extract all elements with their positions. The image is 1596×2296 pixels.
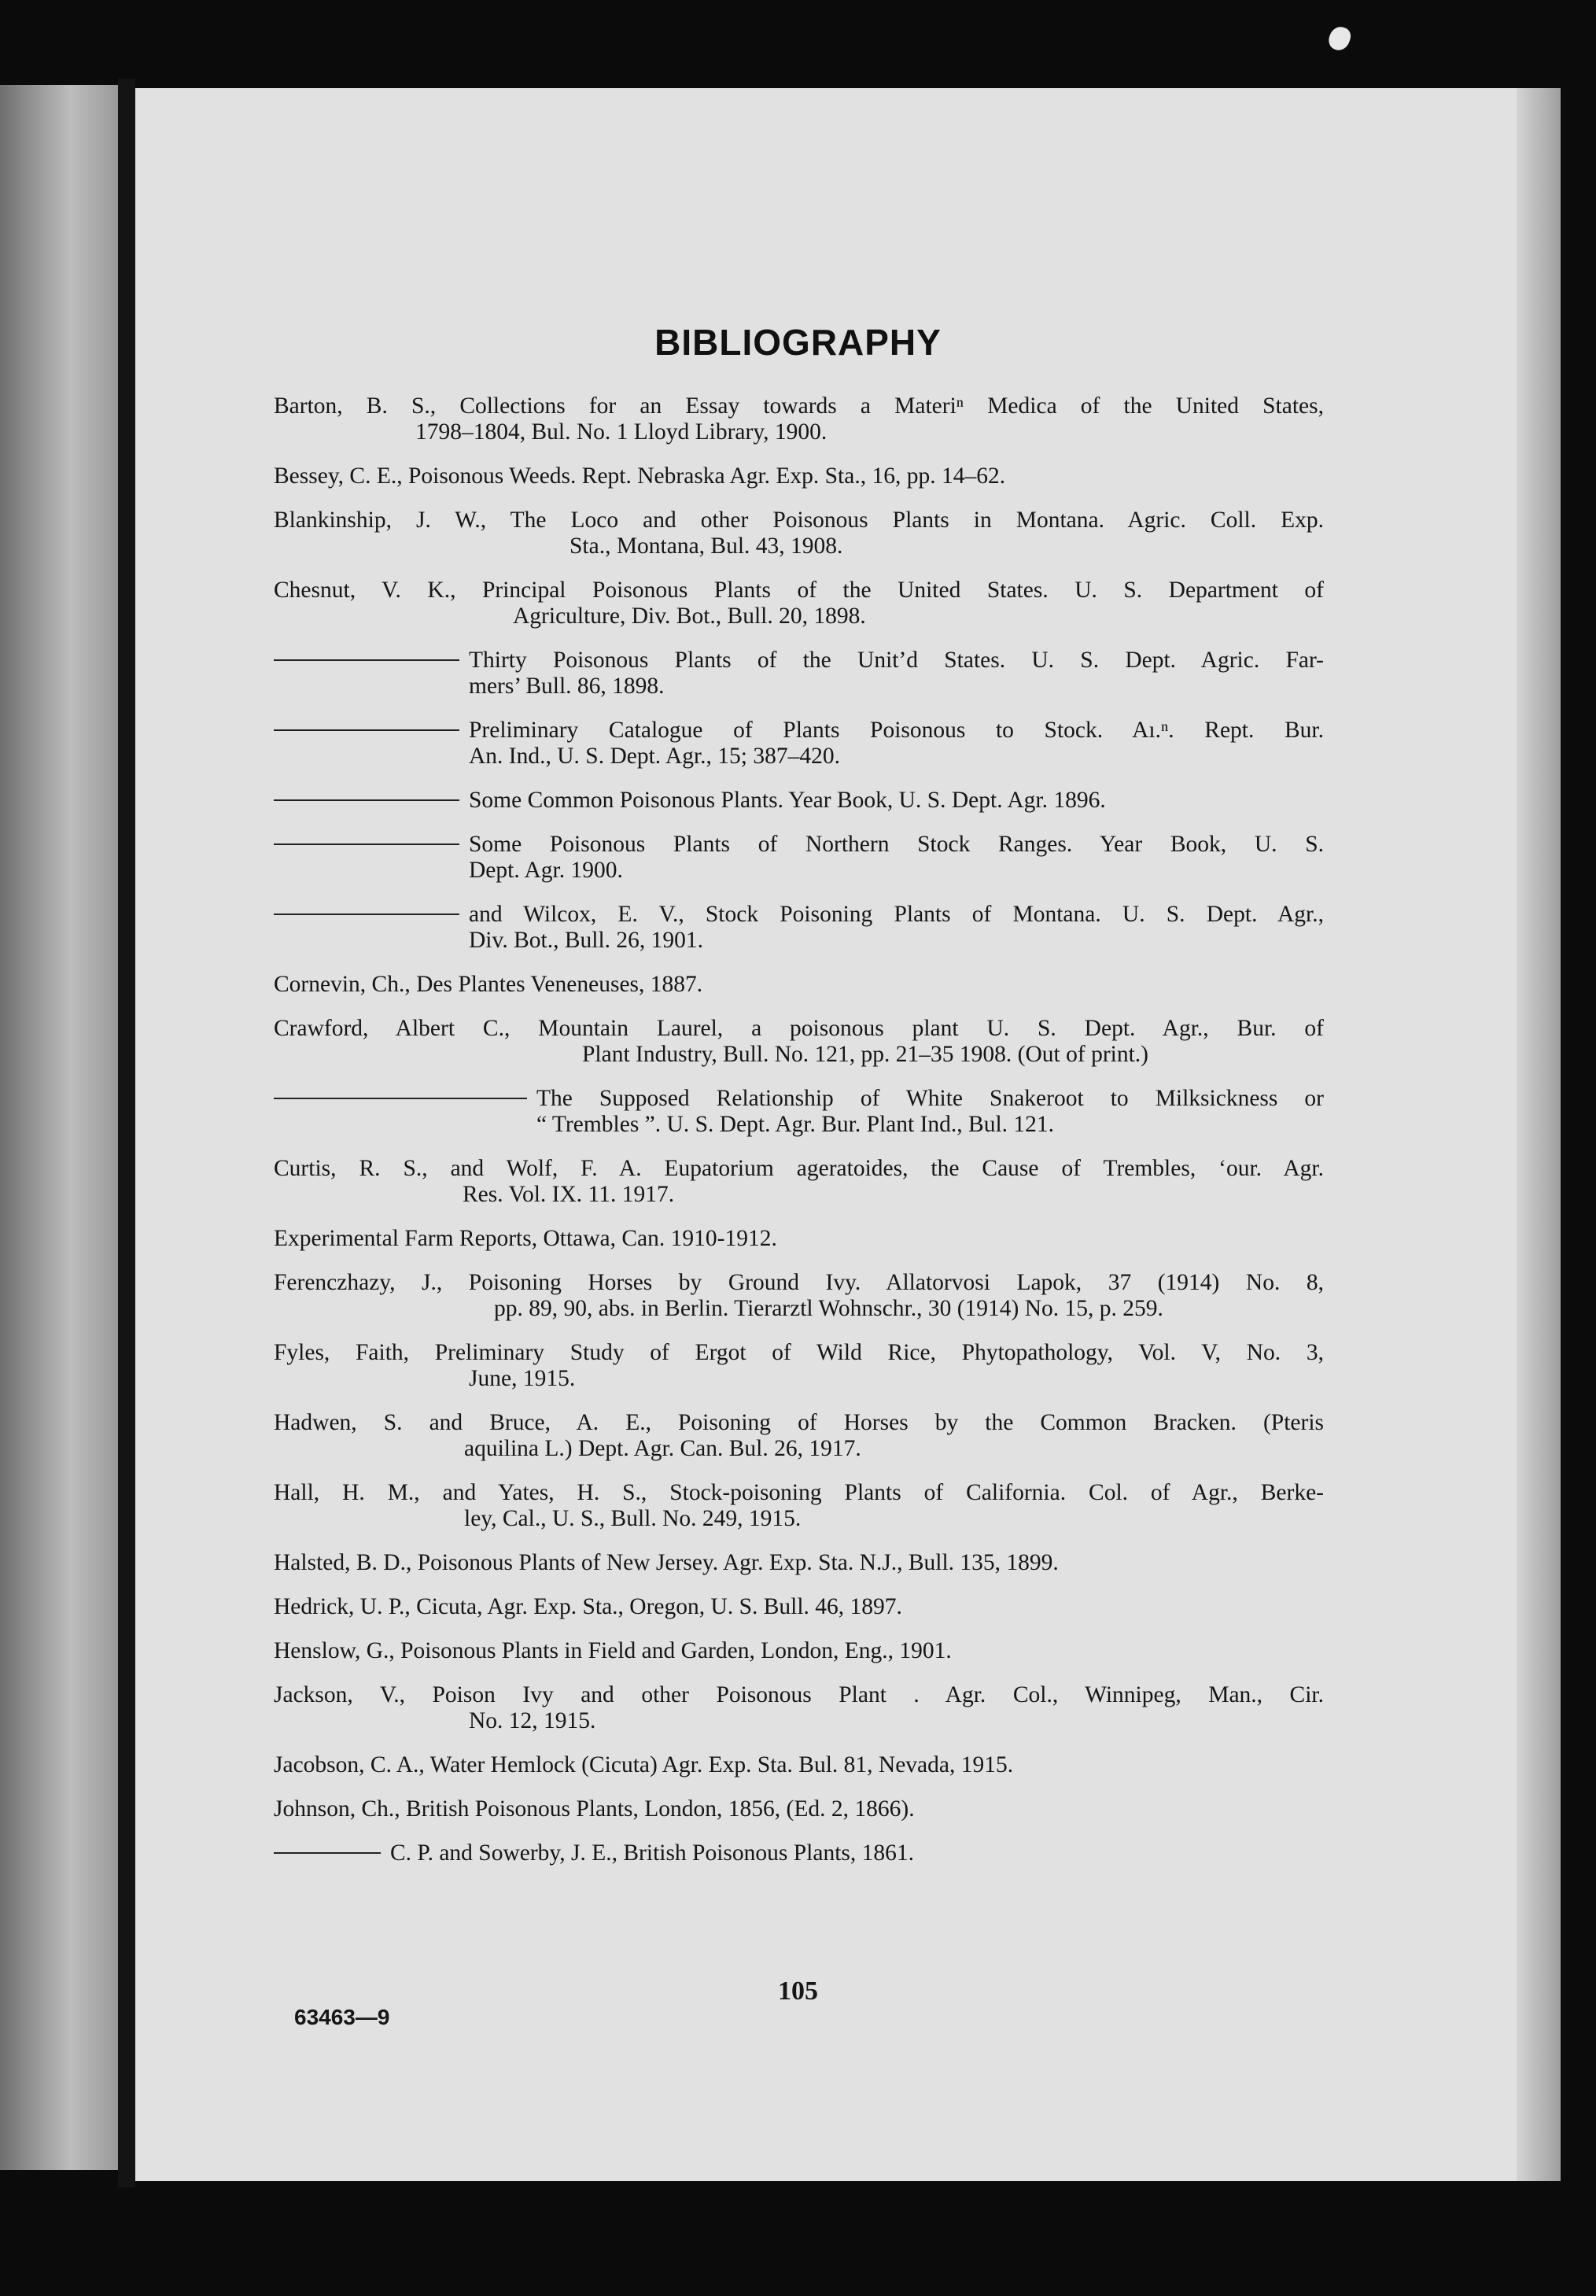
entry-continuation: Div. Bot., Bull. 26, 1901. xyxy=(469,928,704,953)
entry-first-line: Blankinship, J. W., The Loco and other Poisonous Plants in Montana. Agric. Coll. Exp. xyxy=(274,508,1324,533)
bibliography-entry xyxy=(274,1226,1324,1252)
bibliography-entry xyxy=(274,1016,1324,1068)
entry-first-line: Halsted, B. D., Poisonous Plants of New Jersey. Agr. Exp. Sta. N.J., Bull. 135, 1899. xyxy=(274,1550,1059,1575)
bibliography-entry xyxy=(274,1682,1324,1734)
bibliography-entry xyxy=(274,1340,1324,1392)
entry-first-line: Crawford, Albert C., Mountain Laurel, a poisonous plant U. S. Dept. Agr., Bur. of xyxy=(274,1016,1324,1041)
ditto-dash xyxy=(274,799,459,801)
ditto-dash xyxy=(274,729,459,731)
entry-first-line: Hedrick, U. P., Cicuta, Agr. Exp. Sta., Oregon, U. S. Bull. 46, 1897. xyxy=(274,1594,902,1619)
bibliography-entry xyxy=(274,1550,1324,1576)
entry-continuation: ley, Cal., U. S., Bull. No. 249, 1915. xyxy=(464,1506,802,1531)
bibliography-list xyxy=(274,393,1324,1884)
entry-first-line: and Wilcox, E. V., Stock Poisoning Plants of Montana. U. S. Dept. Agr., xyxy=(469,902,1324,927)
entry-first-line: Hadwen, S. and Bruce, A. E., Poisoning of Horses by the Common Bracken. (Pteris xyxy=(274,1410,1324,1435)
entry-first-line: Hall, H. M., and Yates, H. S., Stock-poisoning Plants of California. Col. of Agr., Berke- xyxy=(274,1480,1324,1505)
entry-continuation: “ Trembles ”. U. S. Dept. Agr. Bur. Plant Ind., Bul. 121. xyxy=(536,1112,1055,1137)
bibliography-entry xyxy=(274,1270,1324,1322)
bibliography-entry xyxy=(274,832,1324,884)
entry-first-line: Barton, B. S., Collections for an Essay towards a Materiⁿ Medica of the United States, xyxy=(274,393,1324,419)
entry-continuation: No. 12, 1915. xyxy=(469,1708,596,1733)
page-number: 105 xyxy=(778,1977,818,2006)
entry-first-line: Chesnut, V. K., Principal Poisonous Plants of the United States. U. S. Department of xyxy=(274,578,1324,603)
bibliography-entry xyxy=(274,393,1324,445)
print-code: 63463—9 xyxy=(294,2005,390,2029)
entry-continuation: Dept. Agr. 1900. xyxy=(469,858,623,883)
bibliography-entry xyxy=(274,1594,1324,1620)
entry-first-line: Preliminary Catalogue of Plants Poisonous to Stock. Aı.ⁿ. Rept. Bur. xyxy=(469,718,1324,743)
ditto-dash xyxy=(274,1098,527,1099)
bibliography-entry xyxy=(274,1480,1324,1532)
entry-continuation: 1798–1804, Bul. No. 1 Lloyd Library, 1900. xyxy=(415,419,827,445)
entry-first-line: Bessey, C. E., Poisonous Weeds. Rept. Nebraska Agr. Exp. Sta., 16, pp. 14–62. xyxy=(274,463,1006,489)
entry-first-line: Curtis, R. S., and Wolf, F. A. Eupatorium ageratoides, the Cause of Trembles, ʻour. Agr. xyxy=(274,1156,1324,1181)
bibliography-entry xyxy=(274,463,1324,489)
entry-first-line: C. P. and Sowerby, J. E., British Poisonous Plants, 1861. xyxy=(390,1840,914,1866)
entry-first-line: Fyles, Faith, Preliminary Study of Ergot of Wild Rice, Phytopathology, Vol. V, No. 3, xyxy=(274,1340,1324,1365)
ditto-dash xyxy=(274,659,459,661)
entry-first-line: Experimental Farm Reports, Ottawa, Can. 1910-1912. xyxy=(274,1226,777,1251)
bibliography-entry xyxy=(274,508,1324,559)
entry-continuation: mers’ Bull. 86, 1898. xyxy=(469,674,665,699)
entry-first-line: Some Poisonous Plants of Northern Stock Ranges. Year Book, U. S. xyxy=(469,832,1324,857)
bibliography-entry xyxy=(274,1086,1324,1138)
page-title: BIBLIOGRAPHY xyxy=(654,322,942,363)
bibliography-entry xyxy=(274,972,1324,998)
entry-first-line: Johnson, Ch., British Poisonous Plants, London, 1856, (Ed. 2, 1866). xyxy=(274,1796,915,1822)
bibliography-entry xyxy=(274,788,1324,814)
bibliography-entry xyxy=(274,1156,1324,1208)
entry-first-line: The Supposed Relationship of White Snakeroot to Milksickness or xyxy=(536,1086,1324,1111)
entry-first-line: Cornevin, Ch., Des Plantes Veneneuses, 1887. xyxy=(274,972,703,997)
bibliography-entry xyxy=(274,1638,1324,1664)
entry-first-line: Jacobson, C. A., Water Hemlock (Cicuta) Agr. Exp. Sta. Bul. 81, Nevada, 1915. xyxy=(274,1752,1014,1777)
entry-first-line: Henslow, G., Poisonous Plants in Field and Garden, London, Eng., 1901. xyxy=(274,1638,952,1663)
entry-first-line: Ferenczhazy, J., Poisoning Horses by Ground Ivy. Allatorvosi Lapok, 37 (1914) No. 8, xyxy=(274,1270,1324,1295)
ditto-dash xyxy=(274,914,459,915)
entry-continuation: An. Ind., U. S. Dept. Agr., 15; 387–420. xyxy=(469,744,840,769)
entry-continuation: Res. Vol. IX. 11. 1917. xyxy=(463,1182,675,1207)
bibliography-entry xyxy=(274,648,1324,700)
entry-continuation: Sta., Montana, Bul. 43, 1908. xyxy=(569,533,843,559)
entry-first-line: Thirty Poisonous Plants of the Unit’d States. U. S. Dept. Agric. Far- xyxy=(469,648,1324,673)
bibliography-entry xyxy=(274,578,1324,629)
bibliography-entry xyxy=(274,1796,1324,1822)
book-gutter xyxy=(118,79,135,2187)
entry-continuation: Agriculture, Div. Bot., Bull. 20, 1898. xyxy=(513,604,866,629)
entry-first-line: Some Common Poisonous Plants. Year Book, U. S. Dept. Agr. 1896. xyxy=(469,788,1106,813)
scan-artifact xyxy=(1326,24,1354,53)
adjacent-page-edge xyxy=(0,85,118,2170)
bibliography-entry xyxy=(274,718,1324,770)
ditto-dash xyxy=(274,843,459,845)
bibliography-entry xyxy=(274,1840,1324,1866)
bibliography-entry xyxy=(274,1752,1324,1778)
entry-continuation: aquilina L.) Dept. Agr. Can. Bul. 26, 1917. xyxy=(464,1436,861,1461)
page-edge-shadow xyxy=(1517,88,1561,2181)
entry-continuation: June, 1915. xyxy=(469,1366,576,1391)
entry-continuation: pp. 89, 90, abs. in Berlin. Tierarztl Wohnschr., 30 (1914) No. 15, p. 259. xyxy=(494,1296,1163,1321)
bibliography-entry xyxy=(274,1410,1324,1462)
entry-continuation: Plant Industry, Bull. No. 121, pp. 21–35 1908. (Out of print.) xyxy=(582,1042,1148,1067)
bibliography-entry xyxy=(274,902,1324,954)
ditto-dash xyxy=(274,1852,381,1854)
entry-first-line: Jackson, V., Poison Ivy and other Poisonous Plant . Agr. Col., Winnipeg, Man., Cir. xyxy=(274,1682,1324,1707)
